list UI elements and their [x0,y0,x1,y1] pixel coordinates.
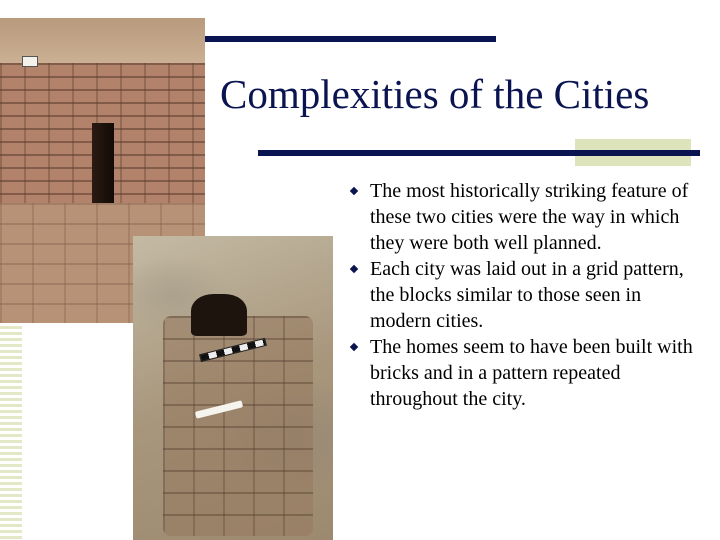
bullet-text: Each city was laid out in a grid pattern, the blocks similar to those seen in modern cities. [370,258,684,332]
bullet-item [348,256,700,334]
photo-sign [22,56,38,67]
bullet-text: The most historically striking feature of these two cities were the way in which they were both well planned. [370,180,689,254]
striped-decoration [0,320,22,540]
bullet-text: The homes seem to have been built with bricks and in a pattern repeated throughout the city. [370,336,693,410]
diamond-bullet-icon [350,187,358,195]
bullet-item [348,178,700,256]
diamond-bullet-icon [350,343,358,351]
title-bar-bottom [258,150,700,156]
diamond-bullet-icon [350,265,358,273]
excavated-drain-photo [133,236,333,540]
bullet-list [348,178,700,412]
bullet-item [348,334,700,412]
photo-doorway [92,123,114,215]
photo-drain-opening [191,294,247,336]
title-bar-top [205,36,496,42]
slide-title: Complexities of the Cities [220,71,650,117]
